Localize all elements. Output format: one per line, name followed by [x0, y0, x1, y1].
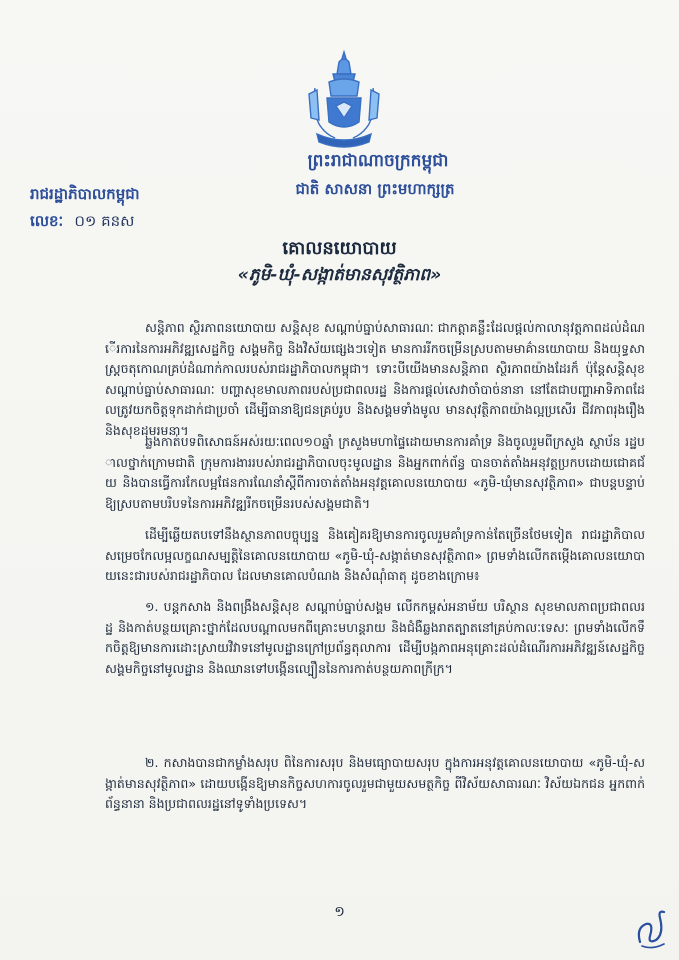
paragraph-2-text: ឆ្លងកាត់បទពិសោធន៍អស់រយៈពេល១០ឆ្នាំ ក្រសួងមហាផ្ទៃដោយមានការគាំទ្រ និងចូលរួមពីក្រសួង ស្ថាប័ន រដ្ឋបាលថ្នាក់ក្រោមជាតិ ក្រុមការងាររបស់រាជរដ្ឋាភិបាលចុះមូលដ្ឋាន និងអ្នកពាក់ព័ន្ធ បានចាត់តាំងអនុវត្តប្រកបដោយជោគជ័យ និងបានធ្វើការកែលម្អផែនការណែនាំស្តីពីការចាត់តាំងអនុវត្តគោលនយោបាយ «ភូមិ-ឃុំមានសុវត្ថិភាព» ជាបន្តបន្ទាប់ ឱ្យស្របតាមបរិបទនៃការអភិវឌ្ឍរីកចម្រើនរបស់សង្គមជាតិ។: [105, 434, 645, 511]
paragraph-4-item-1: [105, 597, 645, 679]
document-subtitle: «ភូមិ-ឃុំ-សង្កាត់មានសុវត្ថិភាព»: [237, 265, 442, 285]
government-name: រាជរដ្ឋាភិបាលកម្ពុជា: [30, 185, 140, 203]
kingdom-name: ព្រះរាជាណាចក្រកម្ពុជា: [307, 151, 449, 171]
paragraph-2: [105, 432, 645, 514]
page-number: ១: [334, 904, 345, 920]
paragraph-1-text: សន្តិភាព ស្ថិរភាពនយោបាយ សន្តិសុខ សណ្តាប់ធ្នាប់សាធារណៈ ជាកត្តាគន្លឹះដែលផ្តល់កាលានុវត្តភាពដល់ដំណើរការនៃការអភិវឌ្ឍសេដ្ឋកិច្ច សង្គមកិច្ច និងវិស័យផ្សេងៗទៀត មានការរីកចម្រើនស្របតាមមាគ៌ានយោបាយ និងយុទ្ធសាស្ត្រចតុកោណគ្រប់ដំណាក់កាលរបស់រាជរដ្ឋាភិបាលកម្ពុជា។ ទោះបីយើងមានសន្តិភាព ស្ថិរភាពយ៉ាងដែរក៏ ប៉ុន្តែសន្តិសុខ សណ្តាប់ធ្នាប់សាធារណៈ បញ្ហាសុខមាលភាពរបស់ប្រជាពលរដ្ឋ និងការផ្តល់សេវាចាំបាច់នានា នៅតែជាបញ្ហាអាទិភាពដែលត្រូវយកចិត្តទុកដាក់ជាប្រចាំ ដើម្បីធានាឱ្យជនគ្រប់រូប និងសង្គមទាំងមូល មានសុវត្ថិភាពយ៉ាងល្អប្រសើរ ជីវភាពរុងរឿង និងសុខដុមរមនា។: [105, 320, 645, 438]
paragraph-3: [105, 525, 645, 587]
document-title: គោលនយោបាយ: [282, 238, 397, 259]
reference-line: [30, 212, 134, 234]
paragraph-5-item-2: [105, 753, 645, 815]
national-motto: ជាតិ សាសនា ព្រះមហាក្សត្រ: [295, 180, 455, 198]
reference-number: ០១ គនស: [74, 212, 135, 230]
paragraph-1: [105, 318, 645, 441]
paragraph-5-text: ២. កសាងបានជាកម្លាំងសរុប ពិនៃការសរុប និងមធ្យោបាយសរុប ក្នុងការអនុវត្តគោលនយោបាយ «ភូមិ-ឃុំ-សង្កាត់មានសុវត្ថិភាព» ដោយបង្កើនឱ្យមានកិច្ចសហការចូលរួមជាមួយសមត្ថកិច្ច ពីវិស័យសាធារណៈ វិស័យឯកជន អ្នកពាក់ព័ន្ធនានា និងប្រជាពលរដ្ឋនៅទូទាំងប្រទេស។: [105, 755, 645, 811]
royal-emblem-icon: [295, 48, 393, 152]
paragraph-3-text: ដើម្បីឆ្លើយតបទៅនឹងស្ថានភាពបច្ចុប្បន្ន និងគៀគរឱ្យមានការចូលរួមគាំទ្រកាន់តែច្រើនថែមទៀត រាជរដ្ឋាភិបាលសម្រេចកែលម្អលក្ខណសម្បត្តិនៃគោលនយោបាយ «ភូមិ-ឃុំ-សង្កាត់មានសុវត្ថិភាព» ព្រមទាំងលើកតម្កើងគោលនយោបាយនេះជារបស់រាជរដ្ឋាភិបាល ដែលមានគោលបំណង និងសំណុំធាតុ ដូចខាងក្រោម៖: [105, 527, 645, 583]
reference-label: លេខៈ: [30, 212, 64, 230]
paragraph-4-text: ១. បន្តកសាង និងពង្រឹងសន្តិសុខ សណ្តាប់ធ្នាប់សង្គម លើកកម្ពស់អនាម័យ បរិស្ថាន សុខមាលភាពប្រជាពលរដ្ឋ និងកាត់បន្ថយគ្រោះថ្នាក់ដែលបណ្តាលមកពីគ្រោះមហន្តរាយ និងជំងឺឆ្លងរាតត្បាតនៅគ្រប់កាលៈទេសៈ ព្រមទាំងលើកទឹកចិត្តឱ្យមានការដោះស្រាយវិវាទនៅមូលដ្ឋានក្រៅប្រព័ន្ធតុលាការ ដើម្បីបង្កភាពអនុគ្រោះដល់ដំណើរការអភិវឌ្ឍន៍សេដ្ឋកិច្ច សង្គមកិច្ចនៅមូលដ្ឋាន និងឈានទៅបង្កើនល្បឿននៃការកាត់បន្ថយភាពក្រីក្រ។: [105, 599, 645, 676]
initials-signature-icon: [634, 906, 670, 950]
